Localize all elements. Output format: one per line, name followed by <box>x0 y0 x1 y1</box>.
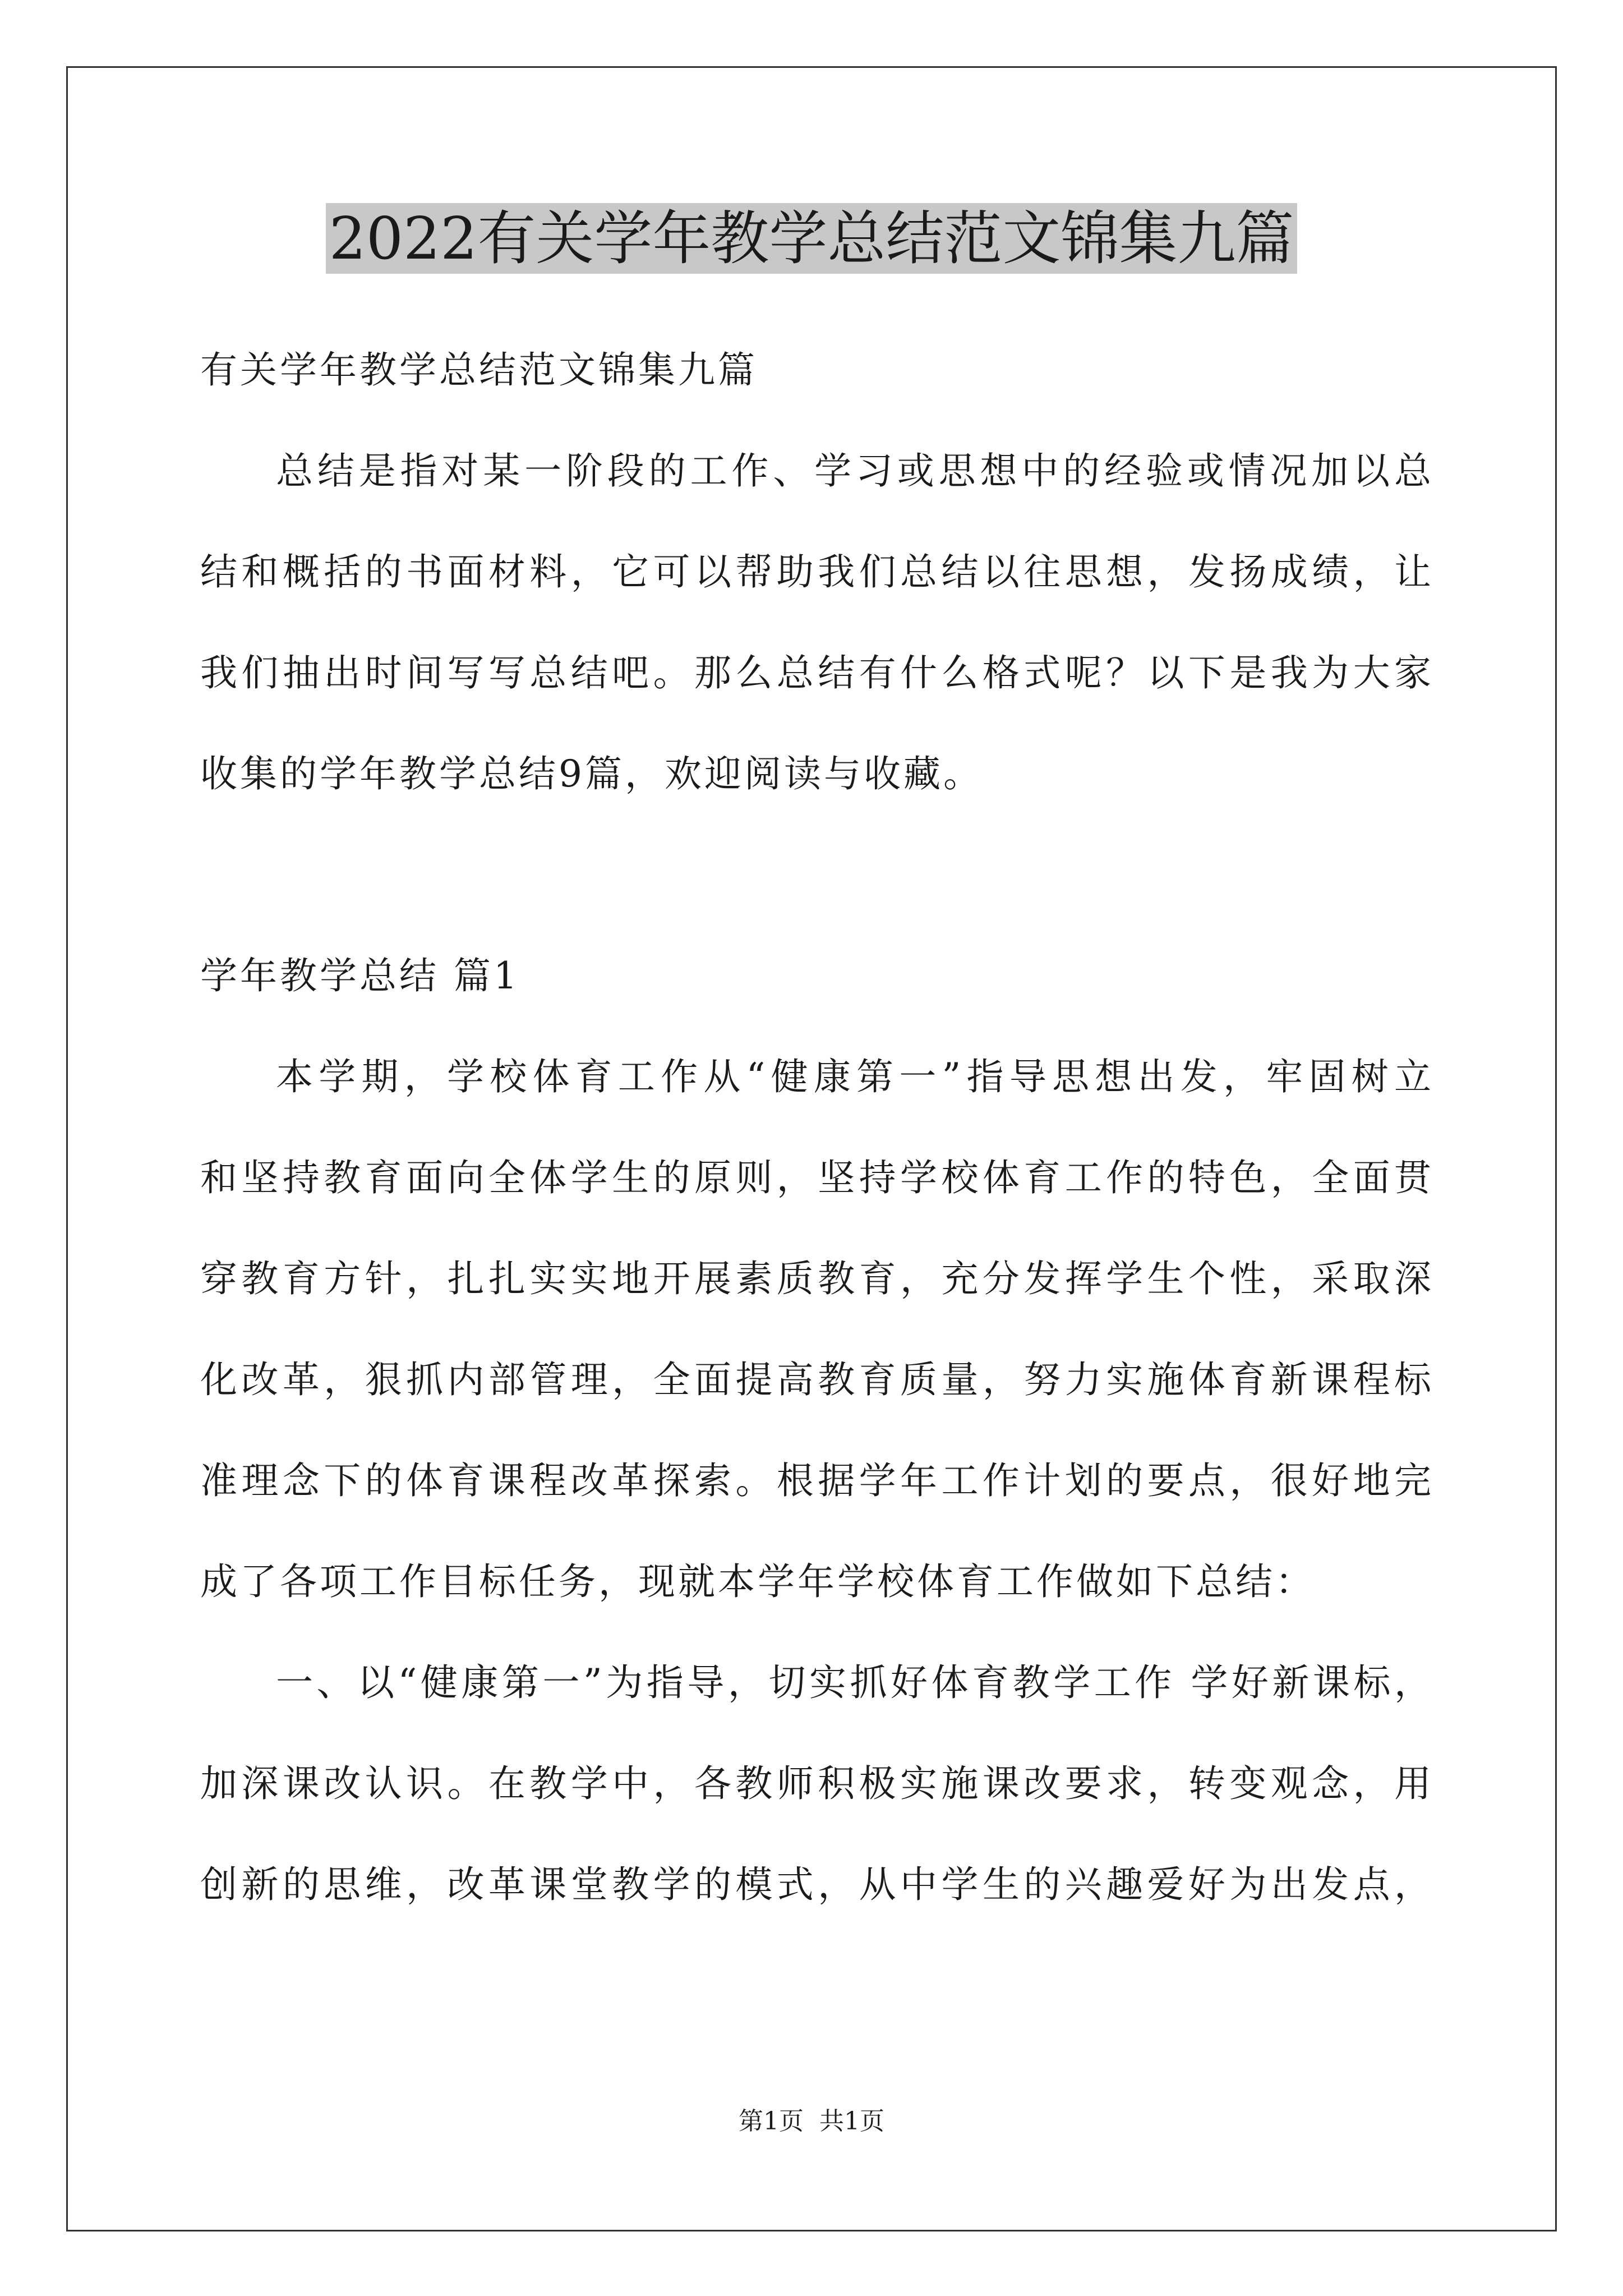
document-body <box>200 320 1431 1935</box>
intro-line: 总结是指对某一阶段的工作、学习或思想中的经验或情况加以总 <box>276 449 1431 493</box>
section-line: 准理念下的体育课程改革探索。根据学年工作计划的要点，很好地完 <box>200 1459 1431 1502</box>
intro-line: 结和概括的书面材料，它可以帮助我们总结以往思想，发扬成绩，让 <box>200 550 1431 593</box>
section-heading: 学年教学总结 篇1 <box>200 954 520 997</box>
section-line: 本学期，学校体育工作从“健康第一”指导思想出发，牢固树立 <box>276 1055 1431 1098</box>
section-line: 成了各项工作目标任务，现就本学年学校体育工作做如下总结： <box>200 1560 1315 1603</box>
document-subtitle: 有关学年教学总结范文锦集九篇 <box>200 348 758 392</box>
section-line: 和坚持教育面向全体学生的原则，坚持学校体育工作的特色，全面贯 <box>200 1156 1431 1199</box>
section-line: 穿教育方针，扎扎实实地开展素质教育，充分发挥学生个性，采取深 <box>200 1257 1431 1300</box>
document-title <box>0 199 1623 278</box>
section-line: 加深课改认识。在教学中，各教师积极实施课改要求，转变观念，用 <box>200 1762 1431 1805</box>
page-footer: 第1页 共1页 <box>739 2107 884 2136</box>
paragraph-gap <box>200 825 1431 926</box>
section-line: 化改革，狠抓内部管理，全面提高教育质量，努力实施体育新课程标 <box>200 1358 1431 1401</box>
intro-line: 收集的学年教学总结9篇，欢迎阅读与收藏。 <box>200 752 983 795</box>
intro-line: 我们抽出时间写写总结吧。那么总结有什么格式呢？以下是我为大家 <box>200 651 1431 694</box>
document-title-text: 2022有关学年教学总结范文锦集九篇 <box>326 203 1298 274</box>
section-line: 创新的思维，改革课堂教学的模式，从中学生的兴趣爱好为出发点， <box>200 1863 1431 1906</box>
section-line: 一、以“健康第一”为指导，切实抓好体育教学工作 学好新课标， <box>276 1661 1431 1704</box>
